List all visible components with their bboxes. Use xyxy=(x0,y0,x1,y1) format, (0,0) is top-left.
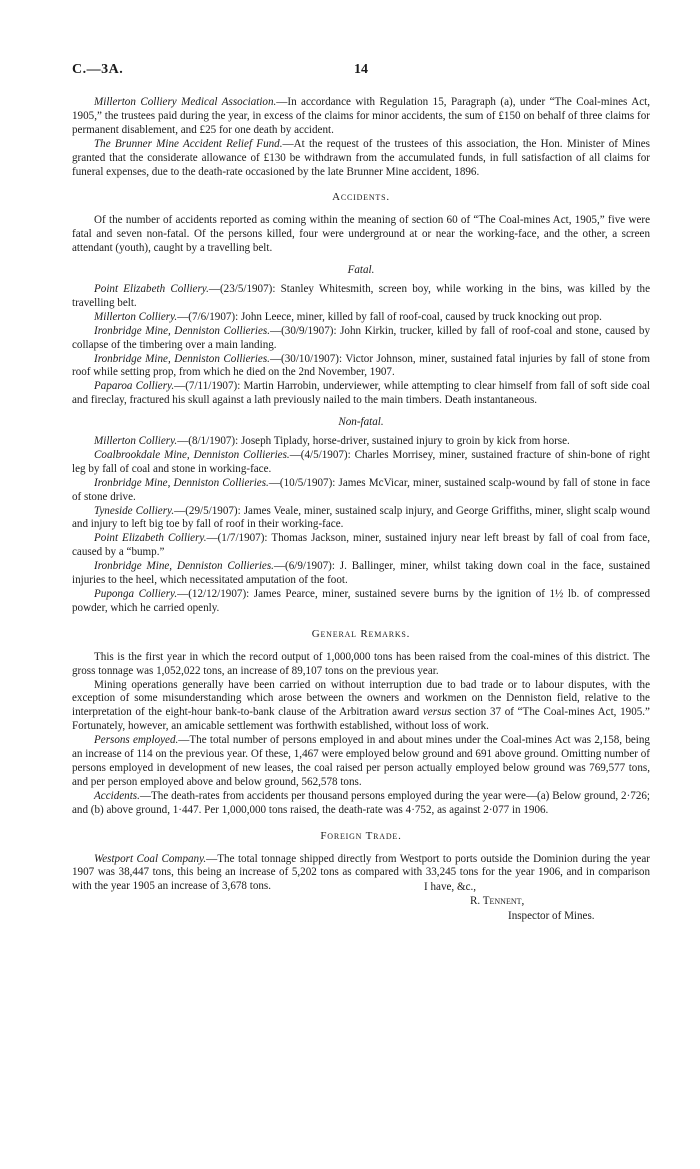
general-remarks-heading: General Remarks. xyxy=(311,627,411,640)
accident-details: —(8/1/1907): Joseph Tiplady, horse-driver, sustained injury to groin by kick from horse. xyxy=(177,435,570,448)
accident-details: —(29/5/1907): James Veale, miner, sustained scalp injury, and George Griffiths, miner, slight scalp wound and injury to left big toe by fall of roof in their working-face. xyxy=(72,504,650,531)
accident-details: —(7/11/1907): Martin Harrobin, underviewer, while attempting to clear himself from fall of soft side coal and fireclay, fractured his skull against a lath previously nailed to the main timbers. Death instantaneous. xyxy=(72,380,650,407)
signature-closing: I have, &c., xyxy=(424,881,477,894)
accident-location: Paparoa Colliery. xyxy=(94,380,175,393)
foreign-trade-heading: Foreign Trade. xyxy=(320,829,402,842)
accident-location: Ironbridge Mine, Denniston Collieries. xyxy=(94,352,270,365)
accident-location: Ironbridge Mine, Denniston Collieries. xyxy=(94,560,274,573)
accident-location: Ironbridge Mine, Denniston Collieries. xyxy=(94,324,270,337)
operations-text-b: section 37 of “The Coal-mines Act, 1905.” Fortunately, however, an amicable settlement was forthwith established, without loss of work. xyxy=(72,706,650,733)
accident-location: Millerton Colliery. xyxy=(94,435,178,448)
accident-details: —(23/5/1907): Stanley Whitesmith, screen boy, while working in the bins, was killed by the travelling belt. xyxy=(72,282,650,309)
accident-entry xyxy=(72,477,650,505)
general-remarks-operations xyxy=(72,679,650,735)
accident-location: Millerton Colliery. xyxy=(94,310,178,323)
accident-details: —(30/10/1907): Victor Johnson, miner, sustained fatal injuries by fall of stone from roof while setting prop, from which he died on the 2nd November, 1907. xyxy=(72,352,650,379)
accident-entry xyxy=(72,380,650,408)
accident-entry xyxy=(72,505,650,533)
signature-block xyxy=(72,881,650,950)
nonfatal-heading: Non-fatal. xyxy=(338,416,384,429)
accident-details: —(6/9/1907): J. Ballinger, miner, whilst taking down coal in the face, sustained injuries to the heel, which necessitated amputation of the foot. xyxy=(72,560,650,587)
accident-entry xyxy=(72,435,650,449)
fatal-heading: Fatal. xyxy=(347,264,375,277)
general-remarks-output: This is the first year in which the record output of 1,000,000 tons has been raised from the coal-mines of this district. The gross tonnage was 1,052,022 tons, an increase of 89,107 tons on the previous year. xyxy=(72,650,650,677)
relief-fund-title: The Brunner Mine Accident Relief Fund. xyxy=(94,137,283,150)
foreign-trade-paragraph xyxy=(72,853,650,895)
relief-fund-paragraph xyxy=(72,138,650,180)
page-number: 14 xyxy=(354,62,368,77)
accident-entry xyxy=(72,311,650,325)
medical-association-title: Millerton Colliery Medical Association. xyxy=(94,96,277,108)
accident-details: —(7/6/1907): John Leece, miner, killed by fall of roof-coal, caused by truck knocking out prop. xyxy=(177,310,602,323)
accident-entry xyxy=(72,283,650,311)
westport-company-lead: Westport Coal Company. xyxy=(94,852,207,865)
signature-name: R. Tennent, xyxy=(470,895,525,908)
medical-association-paragraph xyxy=(72,96,650,138)
general-remarks-accidents xyxy=(72,790,650,818)
accident-details: —(1/7/1907): Thomas Jackson, miner, sustained injury near left breast by fall of coal from face, caused by a “bump.” xyxy=(72,532,650,559)
medical-association-text: —In accordance with Regulation 15, Paragraph (a), under “The Coal-mines Act, 1905,” the trustees paid during the year, in excess of the claims for minor accidents, the sum of £150 on behalf of three claims for permanent disablement, and £25 for one death by accident. xyxy=(72,96,650,136)
accidents-rate-text: —The death-rates from accidents per thousand persons employed during the year were—(a) Below ground, 2·726; and (b) above ground, 1·447. Per 1,000,000 tons raised, the death-rate was 4·752, as against 2·077 in 1906. xyxy=(72,789,650,816)
accidents-heading: Accidents. xyxy=(332,191,390,204)
accident-location: Ironbridge Mine, Denniston Collieries. xyxy=(94,476,269,489)
accident-entry xyxy=(72,449,650,477)
running-head xyxy=(72,62,650,80)
signature-title: Inspector of Mines. xyxy=(508,910,595,923)
accident-details: —(4/5/1907): Charles Morrisey, miner, sustained fracture of shin-bone of right leg by fall of coal and stone in working-face. xyxy=(72,448,651,475)
document-reference: C.—3A. xyxy=(72,62,124,77)
accidents-rate-lead: Accidents. xyxy=(94,789,140,802)
accident-entry xyxy=(72,560,650,588)
accident-details: —(10/5/1907): James McVicar, miner, sustained scalp-wound by fall of stone in face of stone drive. xyxy=(72,476,650,503)
westport-company-text: —The total tonnage shipped directly from Westport to ports outside the Dominion during the year 1907 was 38,447 tons, this being an increase of 5,202 tons as compared with 33,245 tons for the year 1906, and in comparison with the year 1905 an increase of 3,678 tons. xyxy=(72,852,650,893)
persons-employed-lead: Persons employed. xyxy=(94,734,179,747)
accident-details: —(30/9/1907): John Kirkin, trucker, killed by fall of roof-coal and stone, caused by collapse of the timbering over a main landing. xyxy=(72,324,650,351)
accident-location: Point Elizabeth Colliery. xyxy=(94,282,209,295)
accident-details: —(12/12/1907): James Pearce, miner, sustained severe burns by the ignition of 1½ lb. of compressed powder, which he carried openly. xyxy=(72,588,650,614)
relief-fund-text: —At the request of the trustees of this association, the Hon. Minister of Mines granted that the considerate allowance of £130 be withdrawn from the accumulated funds, in full satisfaction of all claims for funeral expenses, due to the death-rate occasioned by the late Brunner Mine accident, 1896. xyxy=(72,137,650,178)
accident-entry xyxy=(72,325,650,353)
general-remarks-persons xyxy=(72,734,650,790)
page-body xyxy=(72,96,650,950)
operations-text-a: Mining operations generally have been carried on without interruption due to bad trade or to labour disputes, with the exception of some misunderstanding which arose between the owners and workmen on the Denniston field, relative to the interpretation of the eight-hour bank-to-bank clause of the Arbitration award xyxy=(72,678,650,719)
persons-employed-text: —The total number of persons employed in and about mines under the Coal-mines Act was 2,158, being an increase of 114 on the previous year. Of these, 1,467 were employed below ground and 691 above ground. Omitting number of persons employed in development of new leases, the coal raised per person actually employed below ground was 769,577 tons, and per person employed above and below ground, 562,578 tons. xyxy=(72,734,650,788)
accidents-intro: Of the number of accidents reported as coming within the meaning of section 60 of “The Coal-mines Act, 1905,” five were fatal and seven non-fatal. Of the persons killed, four were underground at or near the working-face, and the other, a screen attendant (youth), caught by a travelling belt. xyxy=(72,214,650,255)
accident-location: Point Elizabeth Colliery. xyxy=(94,532,207,545)
accident-location: Tyneside Colliery. xyxy=(94,504,175,517)
accident-entry xyxy=(72,588,650,616)
accident-location: Coalbrookdale Mine, Denniston Collieries. xyxy=(94,448,290,461)
operations-versus: versus xyxy=(422,706,452,719)
accident-entry xyxy=(72,532,650,560)
accident-entry xyxy=(72,353,650,381)
accident-location: Puponga Colliery. xyxy=(94,588,178,600)
